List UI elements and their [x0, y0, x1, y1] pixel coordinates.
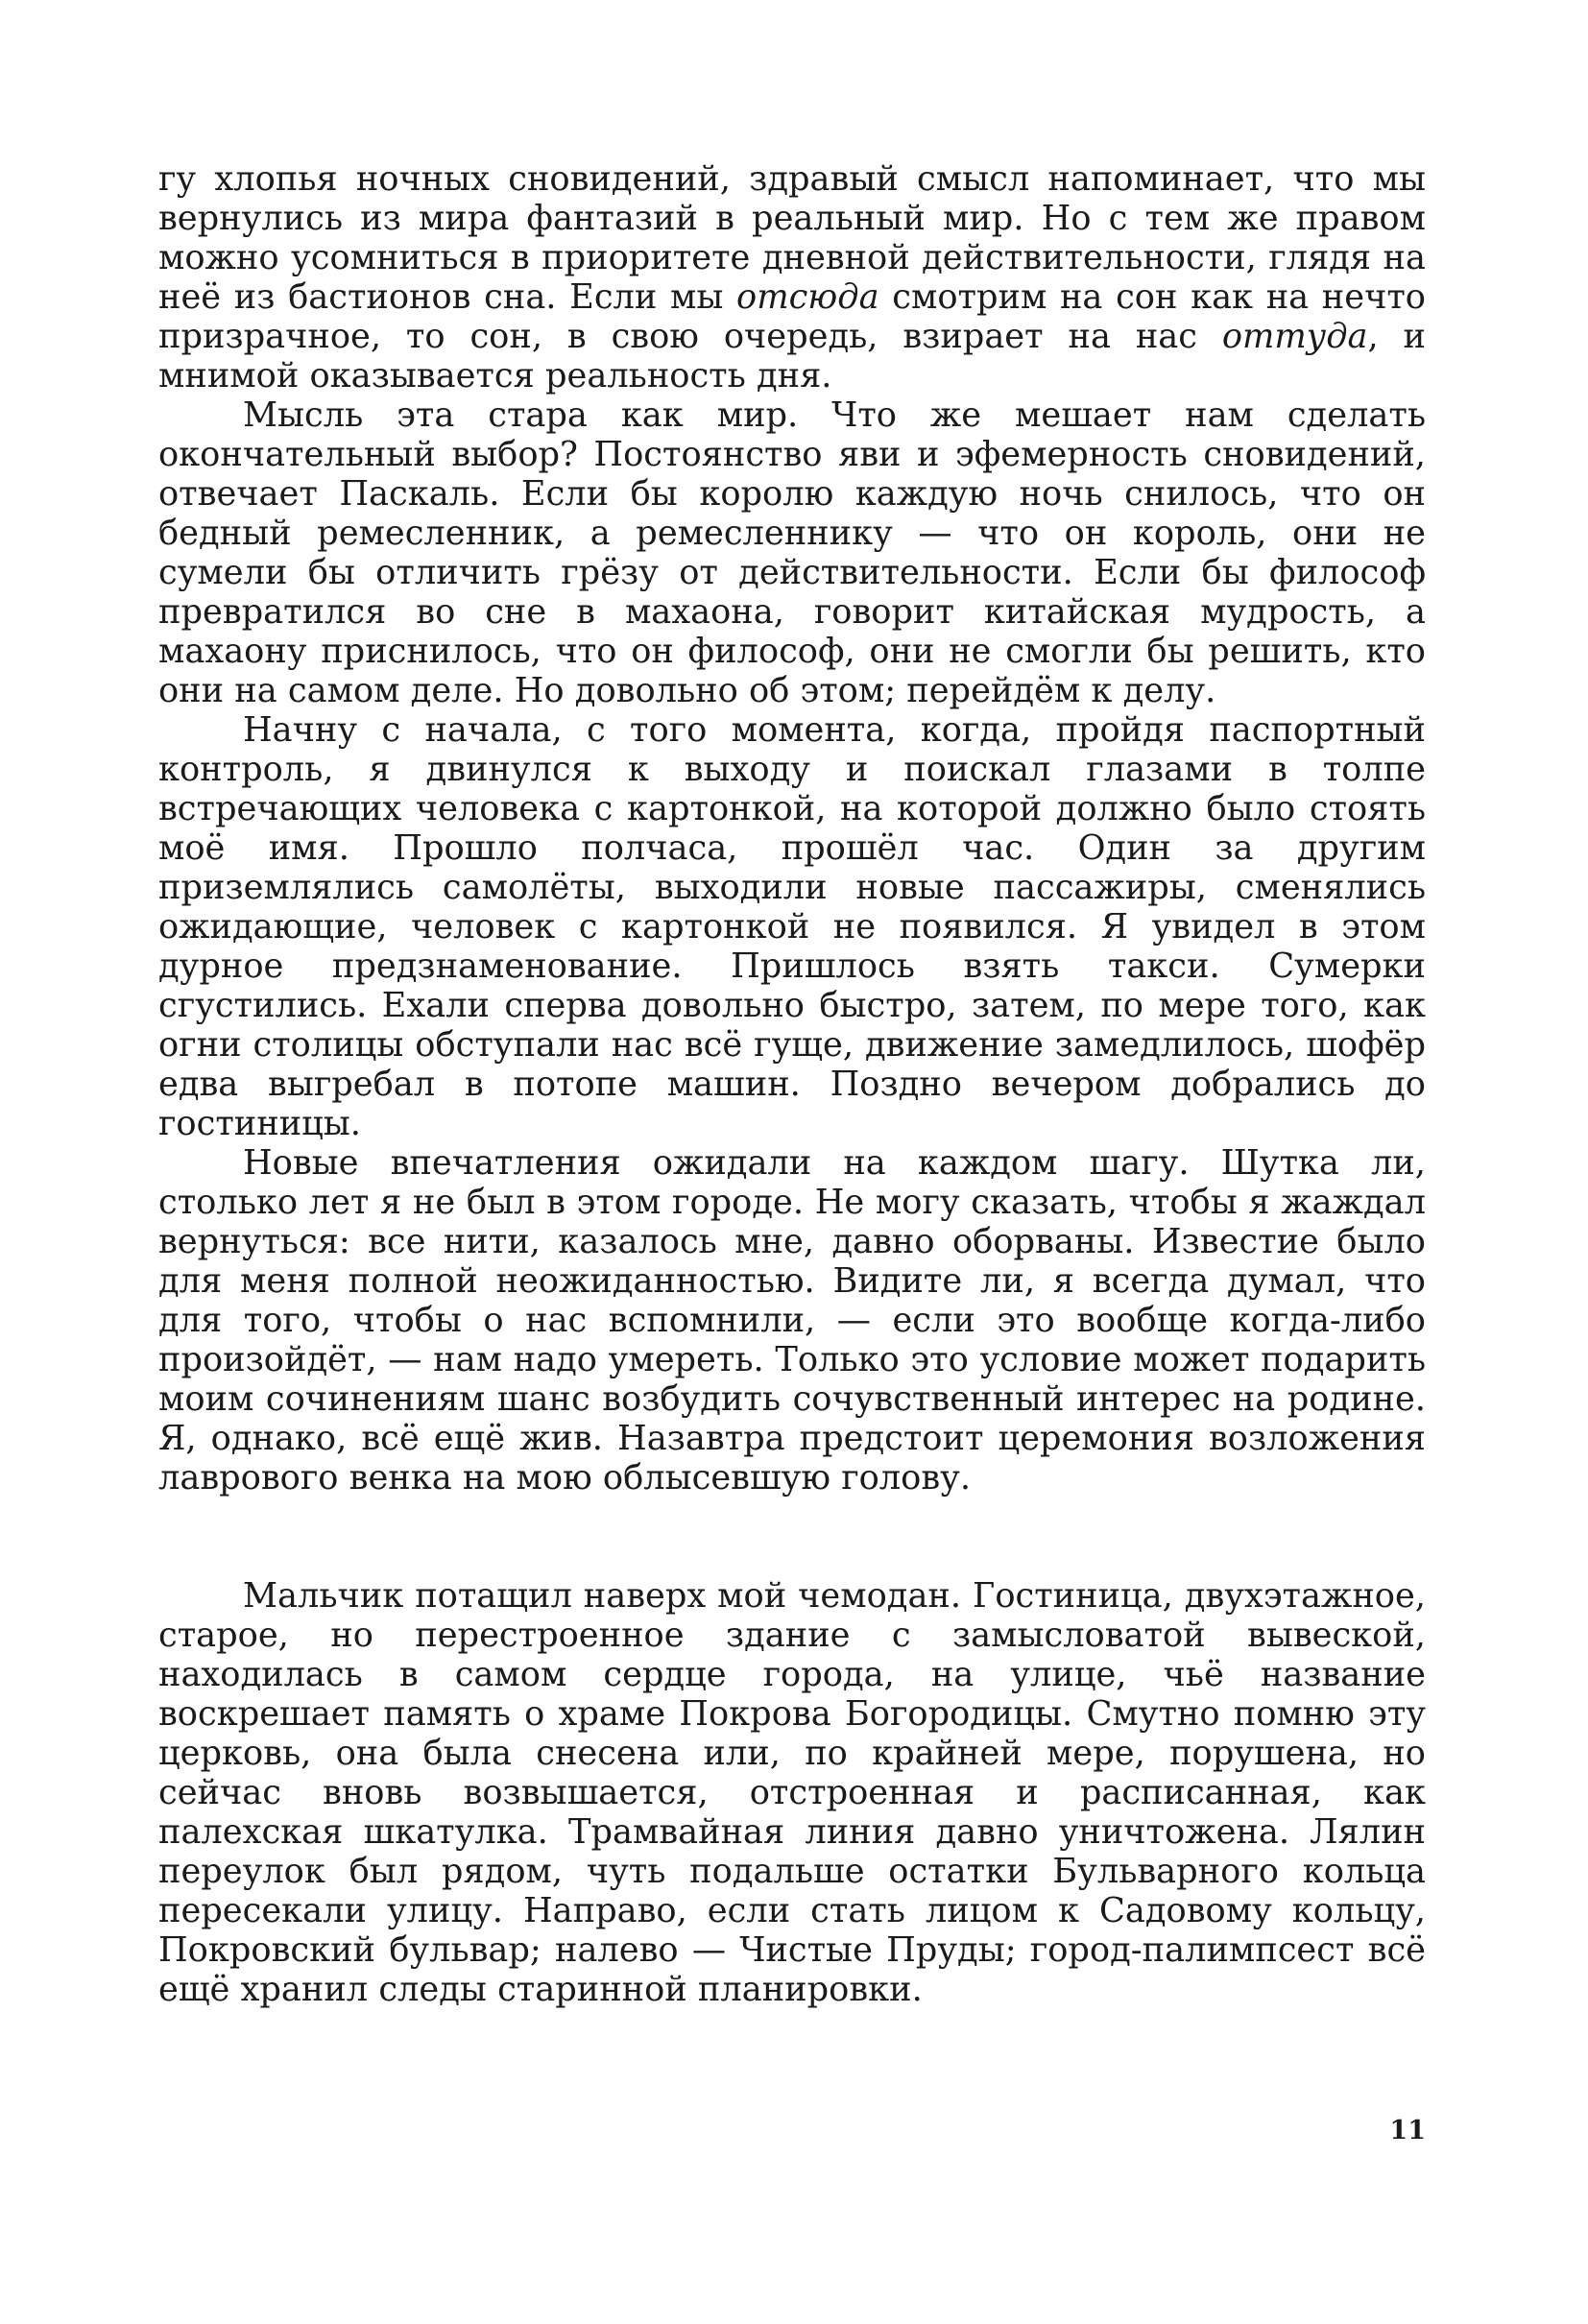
paragraph-continuation	[158, 159, 1426, 395]
paragraph: Мальчик потащил наверх мой чемодан. Гостиница, двухэтажное, старое, но перестроенное здание с замысловатой вывеской, находилась в самом сердце города, на улице, чьё название воскрешает память о храме Покрова Богородицы. Смутно помню эту церковь, она была снесена или, по крайней мере, порушена, но сейчас вновь возвышается, отстроенная и расписанная, как палехская шкатулка. Трамвайная линия давно уничтожена. Лялин переулок был рядом, чуть подальше остатки Бульварного кольца пересекали улицу. Направо, если стать лицом к Садовому кольцу, Покровский бульвар; налево — Чистые Пруды; город-палимпсест всё ещё хранил следы старинной планировки.	[158, 1576, 1426, 2009]
section-break	[158, 1497, 1426, 1576]
text-run: гу хлопья ночных сновидений, здравый смысл напоминает, что мы вернулись из мира фантазий в реальный мир. Но с тем же правом можно усомниться в приоритете дневной действительности, глядя на неё из бастионов сна. Если мы	[158, 159, 1426, 317]
emphasis-otsyuda: отсюда	[736, 277, 879, 317]
text-run: , и мнимой оказывается реальность дня.	[158, 317, 1426, 395]
page-number: 11	[1389, 2116, 1426, 2145]
paragraph: Мысль эта стара как мир. Что же мешает нам сделать окончательный выбор? Постоянство яви и эфемерность сновидений, отвечает Паскаль. Если бы королю каждую ночь снилось, что он бедный ремесленник, а ремесленнику — что он король, они не сумели бы отличить грёзу от действительности. Если бы философ превратился во сне в махаона, говорит китайская мудрость, а махаону приснилось, что он философ, они не смогли бы решить, кто они на самом деле. Но довольно об этом; перейдём к делу.	[158, 395, 1426, 710]
emphasis-ottuda: оттуда	[1221, 317, 1368, 356]
text-run: смотрим на сон как на нечто призрачное, то сон, в свою очередь, взирает на нас	[158, 277, 1426, 356]
paragraph: Начну с начала, с того момента, когда, пройдя паспортный контроль, я двинулся к выходу и поискал глазами в толпе встречающих человека с картонкой, на которой должно было стоять моё имя. Прошло полчаса, прошёл час. Один за другим приземлялись самолёты, выходили новые пассажиры, сменялись ожидающие, человек с картонкой не появился. Я увидел в этом дурное предзнаменование. Пришлось взять такси. Сумерки сгустились. Ехали сперва довольно быстро, затем, по мере того, как огни столицы обступали нас всё гуще, движение замедлилось, шофёр едва выгребал в потопе машин. Поздно вечером добрались до гостиницы.	[158, 710, 1426, 1143]
body-text	[158, 159, 1426, 2009]
paragraph: Новые впечатления ожидали на каждом шагу. Шутка ли, столько лет я не был в этом городе. Не могу сказать, чтобы я жаждал вернуться: все нити, казалось мне, давно оборваны. Известие было для меня полной неожиданностью. Видите ли, я всегда думал, что для того, чтобы о нас вспомнили, — если это вообще когда-либо произойдёт, — нам надо умереть. Только это условие может подарить моим сочинениям шанс возбудить сочувственный интерес на родине. Я, однако, всё ещё жив. Назавтра предстоит церемония возложения лаврового венка на мою облысевшую голову.	[158, 1143, 1426, 1497]
